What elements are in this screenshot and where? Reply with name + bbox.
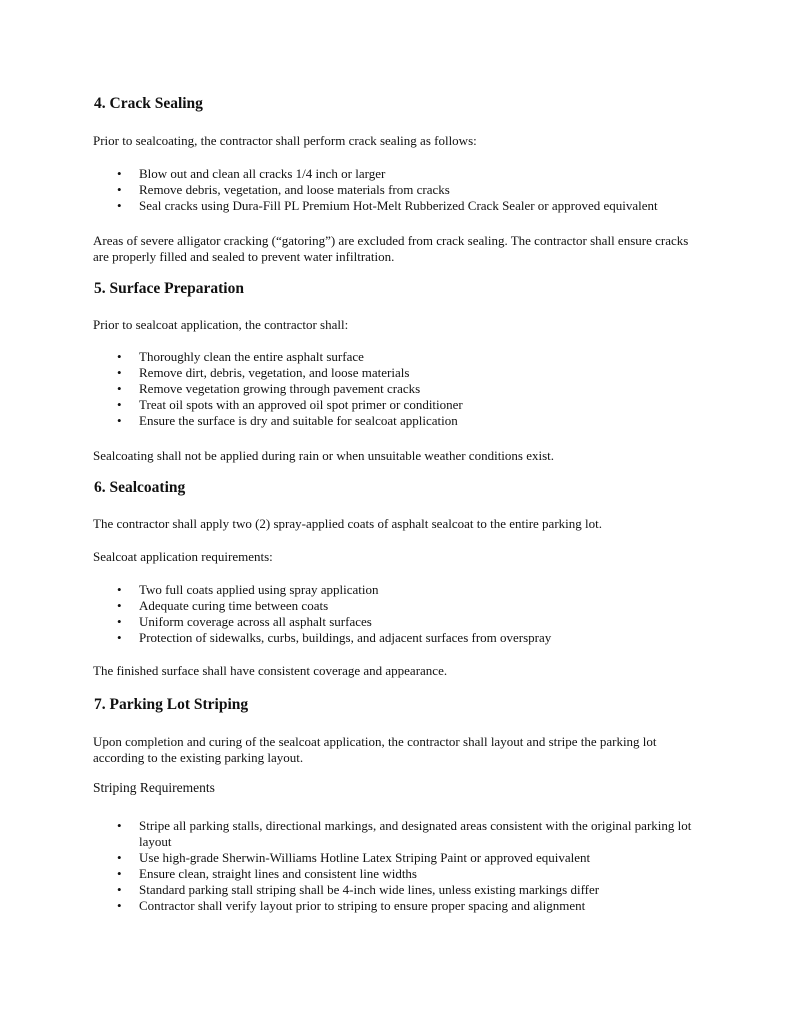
list-item-text: Remove debris, vegetation, and loose materials from cracks <box>139 182 450 197</box>
list-item <box>117 413 697 429</box>
list-item <box>117 630 697 646</box>
bullet-icon: • <box>117 365 122 380</box>
section-intro: Upon completion and curing of the sealcoat application, the contractor shall layout and stripe the parking lot according to the existing parking layout. <box>93 734 657 765</box>
list-item <box>117 882 697 898</box>
list-item <box>117 166 697 182</box>
bullet-icon: • <box>117 898 122 913</box>
list-item-text: Remove dirt, debris, vegetation, and loose materials <box>139 365 410 380</box>
section-heading-surface-preparation: 5. Surface Preparation <box>94 280 244 297</box>
list-item-text: Stripe all parking stalls, directional markings, and designated areas consistent with the original parking lot layout <box>139 818 692 849</box>
list-item-text: Ensure the surface is dry and suitable for sealcoat application <box>139 413 458 428</box>
list-item-text: Adequate curing time between coats <box>139 598 329 613</box>
bullet-icon: • <box>117 866 122 881</box>
bullet-icon: • <box>117 182 122 197</box>
section-closing: Areas of severe alligator cracking (“gatoring”) are excluded from crack sealing. The contractor shall ensure cracks are properly filled and sealed to prevent water infiltration. <box>93 233 689 264</box>
requirements-label: Striping Requirements <box>93 780 215 795</box>
bullet-icon: • <box>117 818 122 833</box>
list-item-text: Use high-grade Sherwin-Williams Hotline Latex Striping Paint or approved equivalent <box>139 850 591 865</box>
bullet-icon: • <box>117 850 122 865</box>
bullet-list <box>117 818 697 914</box>
list-item <box>117 365 697 381</box>
list-item-text: Two full coats applied using spray application <box>139 582 379 597</box>
section-heading-sealcoating: 6. Sealcoating <box>94 479 186 496</box>
section-intro: Prior to sealcoat application, the contractor shall: <box>93 317 349 332</box>
list-item-text: Ensure clean, straight lines and consistent line widths <box>139 866 417 881</box>
list-item <box>117 381 697 397</box>
bullet-icon: • <box>117 882 122 897</box>
bullet-icon: • <box>117 413 122 428</box>
bullet-list <box>117 166 697 214</box>
bullet-icon: • <box>117 397 122 412</box>
list-item <box>117 598 697 614</box>
list-item <box>117 182 697 198</box>
section-closing: Sealcoating shall not be applied during rain or when unsuitable weather conditions exist. <box>93 448 555 463</box>
section-intro: Prior to sealcoating, the contractor shall perform crack sealing as follows: <box>93 133 477 148</box>
list-item-text: Contractor shall verify layout prior to striping to ensure proper spacing and alignment <box>139 898 586 913</box>
list-item <box>117 397 697 413</box>
list-item-text: Thoroughly clean the entire asphalt surface <box>139 349 364 364</box>
bullet-icon: • <box>117 381 122 396</box>
list-item <box>117 614 697 630</box>
bullet-list <box>117 582 697 646</box>
section-heading-parking-lot-striping: 7. Parking Lot Striping <box>94 696 249 713</box>
bullet-icon: • <box>117 630 122 645</box>
bullet-icon: • <box>117 598 122 613</box>
bullet-icon: • <box>117 349 122 364</box>
list-item-text: Standard parking stall striping shall be 4-inch wide lines, unless existing markings differ <box>139 882 600 897</box>
list-item <box>117 349 697 365</box>
list-item-text: Blow out and clean all cracks 1/4 inch or larger <box>139 166 386 181</box>
list-item <box>117 818 697 850</box>
list-item <box>117 850 697 866</box>
list-item <box>117 866 697 882</box>
section-intro: The contractor shall apply two (2) spray-applied coats of asphalt sealcoat to the entire parking lot. <box>93 516 602 531</box>
section-closing: The finished surface shall have consistent coverage and appearance. <box>93 663 448 678</box>
list-item-text: Treat oil spots with an approved oil spot primer or conditioner <box>139 397 463 412</box>
bullet-icon: • <box>117 166 122 181</box>
list-item <box>117 198 697 214</box>
bullet-icon: • <box>117 614 122 629</box>
list-item <box>117 898 697 914</box>
bullet-icon: • <box>117 198 122 213</box>
list-item-text: Uniform coverage across all asphalt surfaces <box>139 614 372 629</box>
requirements-label: Sealcoat application requirements: <box>93 549 273 564</box>
list-item <box>117 582 697 598</box>
bullet-list <box>117 349 697 429</box>
section-heading-crack-sealing: 4. Crack Sealing <box>94 95 203 112</box>
bullet-icon: • <box>117 582 122 597</box>
list-item-text: Seal cracks using Dura-Fill PL Premium Hot-Melt Rubberized Crack Sealer or approved equivalent <box>139 198 658 213</box>
list-item-text: Remove vegetation growing through pavement cracks <box>139 381 421 396</box>
list-item-text: Protection of sidewalks, curbs, buildings, and adjacent surfaces from overspray <box>139 630 552 645</box>
